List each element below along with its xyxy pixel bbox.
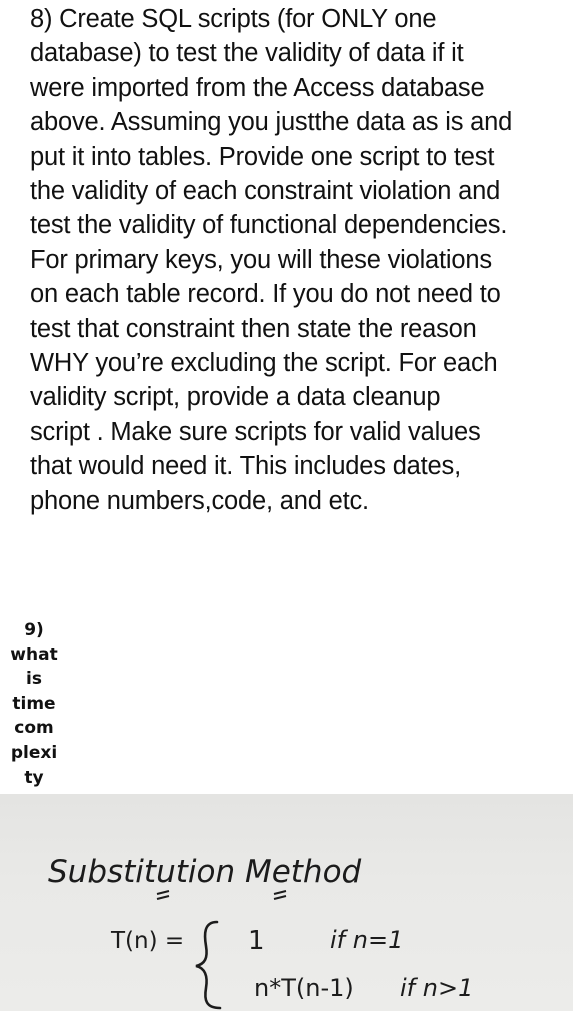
- question-8-line: test the validity of functional dependencies.: [30, 211, 508, 240]
- question-8-line: test that constraint then state the reason: [30, 314, 477, 343]
- question-8-line: phone numbers,code, and etc.: [30, 486, 369, 515]
- question-8-line: 8) Create SQL scripts (for ONLY one: [30, 5, 437, 33]
- heading-underline-marks-left: [157, 891, 169, 899]
- question-9-line: is: [26, 669, 42, 690]
- question-9-line: com: [14, 718, 54, 739]
- question-9-line: ty: [24, 767, 44, 788]
- question-9-line: what: [10, 644, 58, 665]
- handwritten-recurrence-photo: [0, 794, 573, 1011]
- question-9-line: plexi: [10, 742, 58, 763]
- question-8-line: that would need it. This includes dates,: [30, 452, 461, 481]
- question-8-line: database) to test the validity of data if it: [30, 39, 464, 68]
- question-8-line: above. Assuming you justthe data as is and: [30, 108, 513, 137]
- question-8-line: on each table record. If you do not need to: [30, 280, 501, 309]
- curly-brace-icon: [196, 922, 220, 1008]
- case-1-condition: if n=1: [330, 926, 404, 954]
- question-9-line: time: [12, 693, 56, 714]
- case-2-value: n*T(n-1): [254, 974, 354, 1002]
- question-8-line: WHY you’re excluding the script. For each: [30, 349, 498, 378]
- question-8-line: For primary keys, you will these violations: [30, 245, 492, 274]
- case-1-value: 1: [248, 926, 265, 956]
- recurrence-lhs: T(n) =: [111, 928, 185, 954]
- heading-underline-marks-right: [274, 891, 286, 899]
- case-2-condition: if n>1: [400, 974, 474, 1002]
- question-9-text: [6, 618, 62, 790]
- handwritten-recurrence-drawing: [0, 794, 573, 1011]
- question-8-text: [30, 2, 570, 518]
- question-8-line: were imported from the Access database: [30, 73, 485, 102]
- question-8-line: script . Make sure scripts for valid values: [30, 417, 481, 446]
- question-8-line: put it into tables. Provide one script to test: [30, 142, 495, 171]
- question-9-line: 9): [24, 620, 44, 640]
- question-8-line: the validity of each constraint violation and: [30, 177, 501, 206]
- handwritten-heading: Substitution Method: [48, 854, 362, 890]
- question-8-line: validity script, provide a data cleanup: [30, 383, 441, 412]
